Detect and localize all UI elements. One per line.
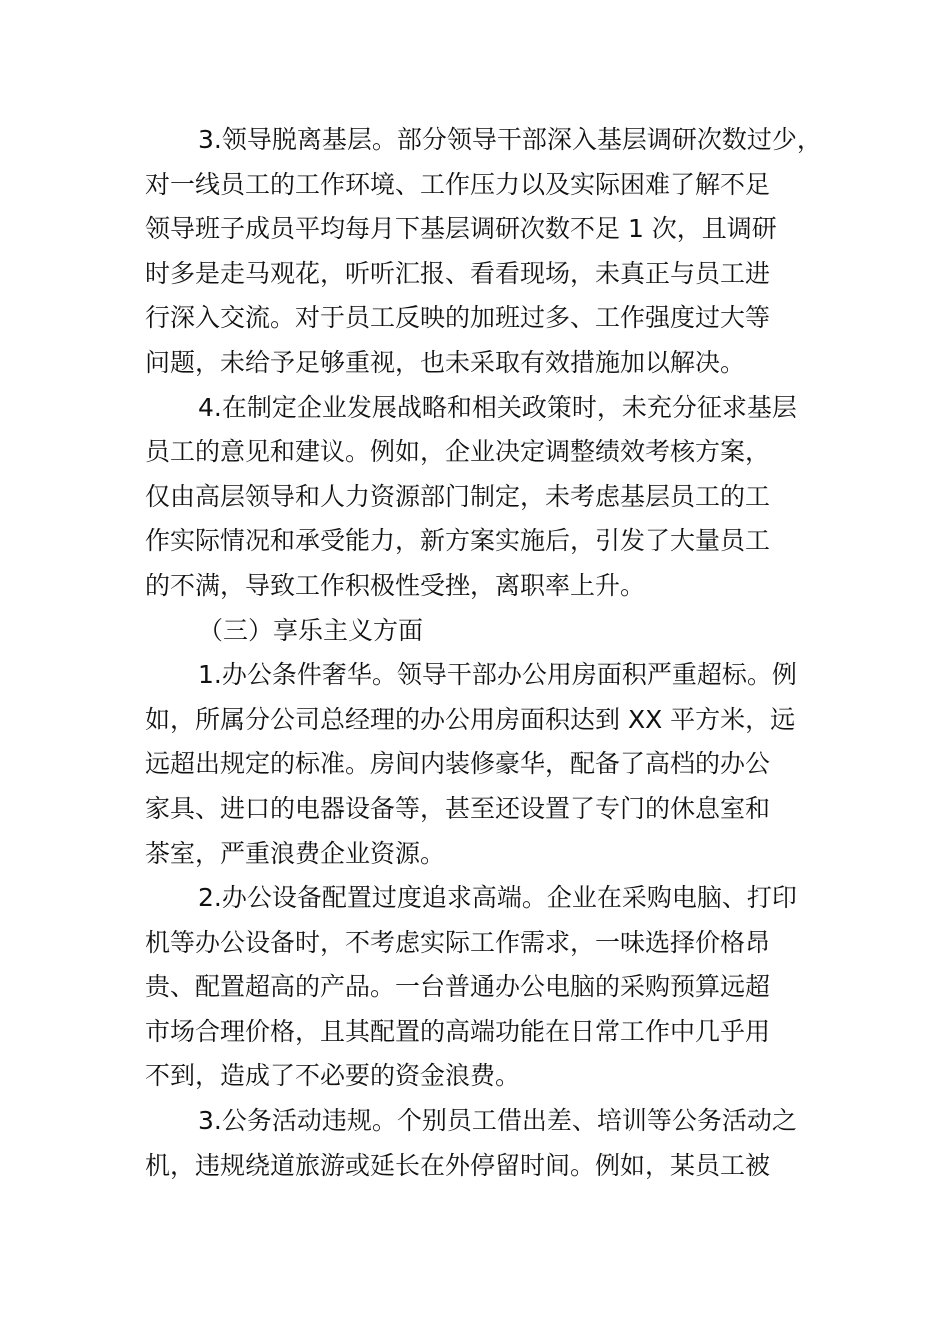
text-line: 市场合理价格，且其配置的高端功能在日常工作中几乎用 (145, 1016, 771, 1046)
document-page (145, 118, 825, 1188)
text-line: 问题，未给予足够重视，也未采取有效措施加以解决。 (145, 347, 746, 377)
text-line: 作实际情况和承受能力，新方案实施后，引发了大量员工 (145, 526, 771, 556)
text-line: 3.公务活动违规。个别员工借出差、培训等公务活动之 (198, 1106, 797, 1136)
text-line: 不到，造成了不必要的资金浪费。 (145, 1061, 521, 1091)
paragraph (145, 386, 825, 609)
paragraph (145, 876, 825, 1099)
text-line: 家具、进口的电器设备等，甚至还设置了专门的休息室和 (145, 793, 771, 823)
text-line: 的不满，导致工作积极性受挫，离职率上升。 (145, 570, 646, 600)
text-line: 员工的意见和建议。例如，企业决定调整绩效考核方案， (145, 437, 771, 467)
paragraph (145, 653, 825, 876)
text-line: 如，所属分公司总经理的办公用房面积达到 XX 平方米，远 (145, 704, 796, 734)
text-line: 对一线员工的工作环境、工作压力以及实际困难了解不足 (145, 169, 771, 199)
text-line: 机等办公设备时，不考虑实际工作需求，一味选择价格昂 (145, 927, 771, 957)
text-line: 贵、配置超高的产品。一台普通办公电脑的采购预算远超 (145, 972, 771, 1002)
text-line: 行深入交流。对于员工反映的加班过多、工作强度过大等 (145, 303, 771, 333)
text-line: 远超出规定的标准。房间内装修豪华，配备了高档的办公 (145, 749, 771, 779)
text-line: （三）享乐主义方面 (198, 615, 424, 645)
paragraph (145, 118, 825, 386)
text-line: 时多是走马观花，听听汇报、看看现场，未真正与员工进 (145, 258, 771, 288)
section-heading (145, 609, 825, 654)
text-line: 茶室，严重浪费企业资源。 (145, 838, 446, 868)
text-line: 3.领导脱离基层。部分领导干部深入基层调研次数过少， (198, 125, 822, 154)
text-line: 2.办公设备配置过度追求高端。企业在采购电脑、打印 (198, 883, 797, 913)
text-line: 仅由高层领导和人力资源部门制定，未考虑基层员工的工 (145, 481, 771, 511)
text-line: 1.办公条件奢华。领导干部办公用房面积严重超标。例 (198, 660, 797, 690)
text-line: 4.在制定企业发展战略和相关政策时，未充分征求基层 (198, 392, 797, 422)
text-line: 机，违规绕道旅游或延长在外停留时间。例如，某员工被 (145, 1150, 771, 1180)
text-line: 领导班子成员平均每月下基层调研次数不足 1 次，且调研 (145, 214, 777, 244)
paragraph (145, 1099, 825, 1188)
